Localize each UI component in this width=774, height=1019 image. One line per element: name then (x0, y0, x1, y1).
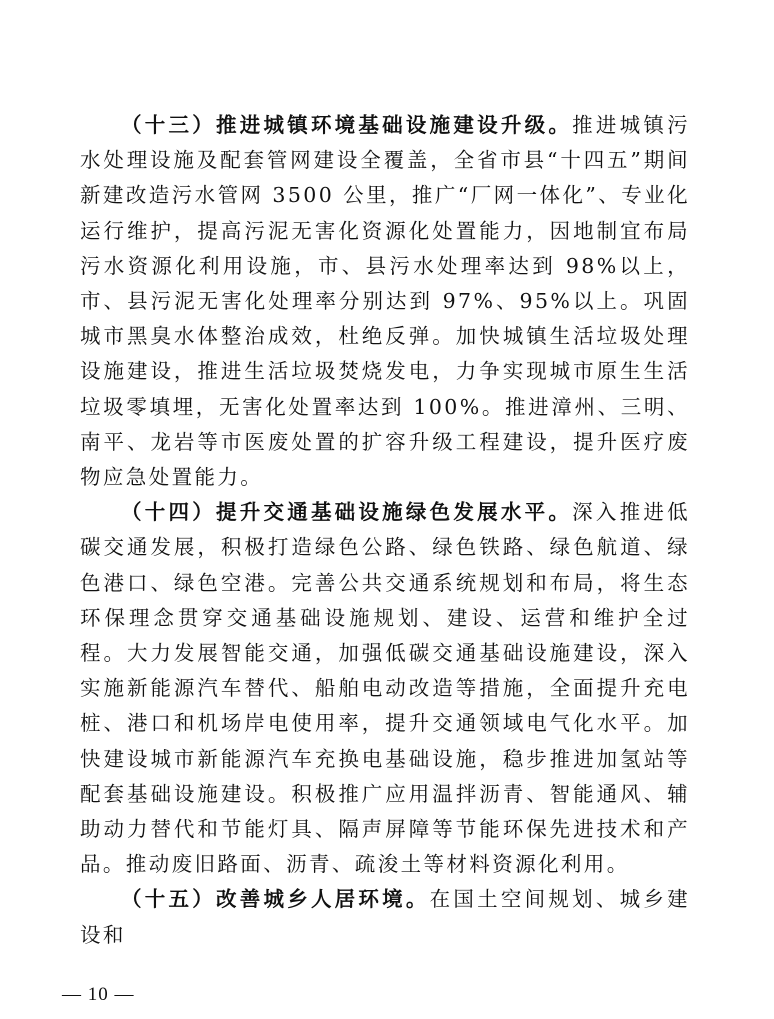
paragraph-15 (80, 882, 690, 952)
paragraph-14 (80, 495, 690, 882)
paragraph-body-14: 深入推进低碳交通发展，积极打造绿色公路、绿色铁路、绿色航道、绿色港口、绿色空港。完善公共交通系统规划和布局，将生态环保理念贯穿交通基础设施规划、建设、运营和维护全过程。大力发展智能交通，加强低碳交通基础设施建设，深入实施新能源汽车替代、船舶电动改造等措施，全面提升充电桩、港口和机场岸电使用率，提升交通领域电气化水平。加快建设城市新能源汽车充换电基础设施，稳步推进加氢站等配套基础设施建设。积极推广应用温拌沥青、智能通风、辅助动力替代和节能灯具、隔声屏障等节能环保先进技术和产品。推动废旧路面、沥青、疏浚土等材料资源化利用。 (80, 500, 690, 877)
document-page (80, 108, 690, 953)
page-number: — 10 — (62, 984, 135, 1005)
section-heading-15: （十五）改善城乡人居环境。 (121, 887, 430, 912)
paragraph-13 (80, 108, 690, 495)
section-heading-14: （十四）提升交通基础设施绿色发展水平。 (121, 500, 573, 525)
paragraph-body-13: 推进城镇污水处理设施及配套管网建设全覆盖，全省市县“十四五”期间新建改造污水管网 3500 公里，推广“厂网一体化”、专业化运行维护，提高污泥无害化资源化处置能力，因地制宜布局污水资源化利用设施，市、县污水处理率达到 98%以上，市、县污泥无害化处理率分别达到 97%、95%以上。巩固城市黑臭水体整治成效，杜绝反弹。加快城镇生活垃圾处理设施建设，推进生活垃圾焚烧发电，力争实现城市原生生活垃圾零填埋，无害化处置率达到 100%。推进漳州、三明、南平、龙岩等市医废处置的扩容升级工程建设，提升医疗废物应急处置能力。 (80, 113, 690, 490)
paragraph-body-15: 在国土空间规划、城乡建设和 (80, 887, 691, 947)
section-heading-13: （十三）推进城镇环境基础设施建设升级。 (121, 113, 573, 137)
